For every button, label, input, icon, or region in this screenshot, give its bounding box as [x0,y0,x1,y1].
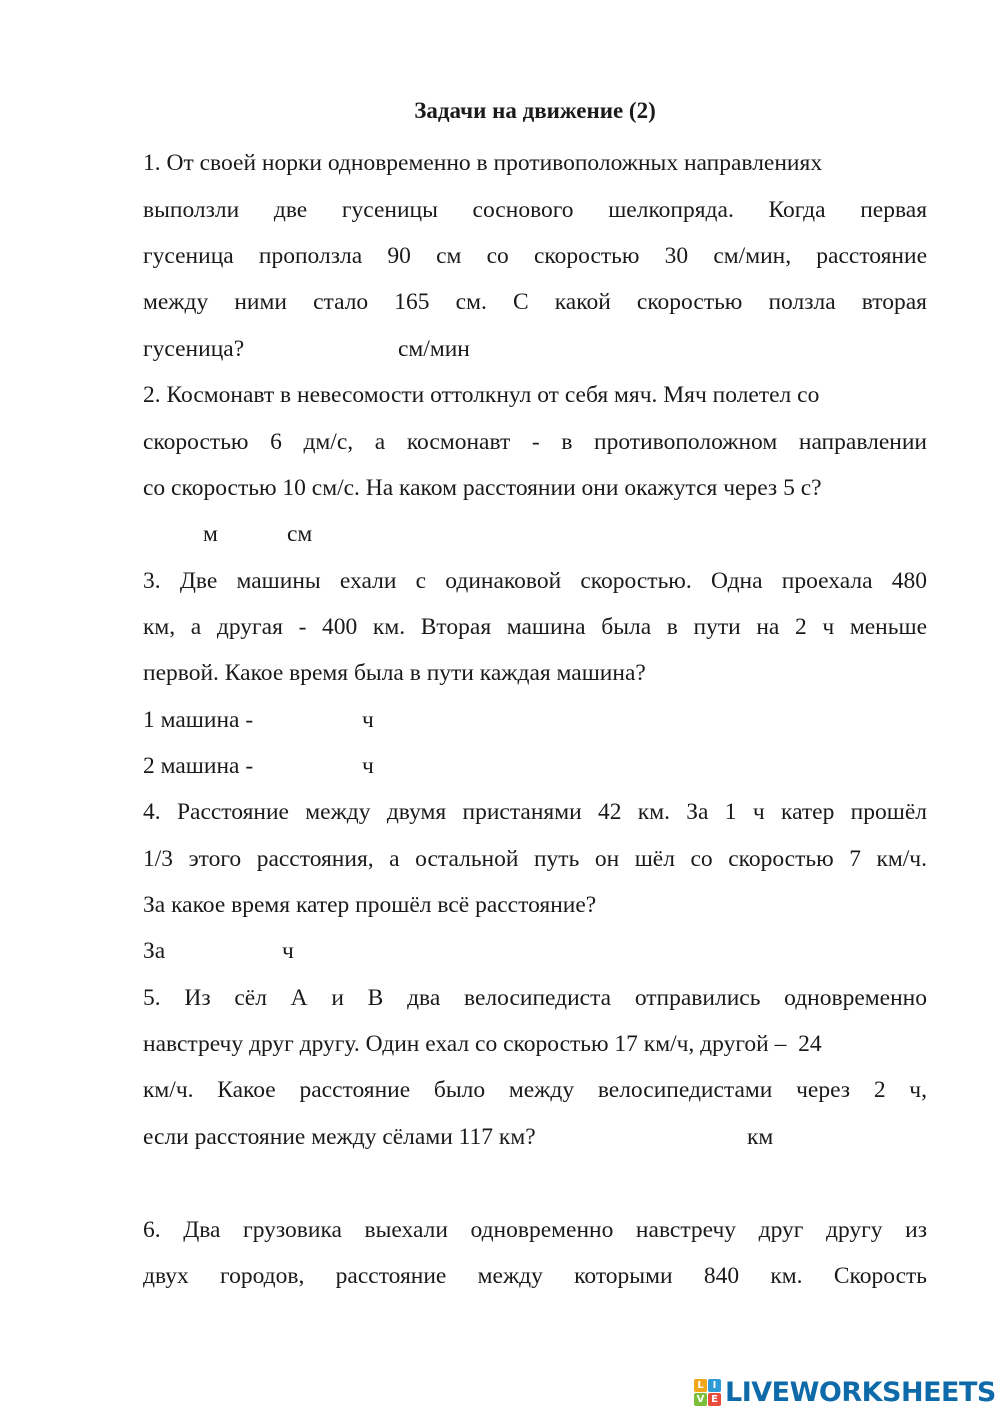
problem1-line-1: 1. От своей норки одновременно в противоположных направлениях [143,150,823,176]
problem3-answer1-input[interactable] [276,704,356,736]
problem4-line-1: 4. Расстояние между двумя пристанями 42 км. За 1 ч катер прошёл [143,799,927,825]
logo-letter-v: V [694,1393,707,1406]
problem4-answer-prefix: За [143,938,166,964]
logo-mark-icon [694,1379,721,1406]
problem1-line-2: выползли две гусеницы соснового шелкопряда. Когда первая [143,197,927,223]
logo-letter-i: I [708,1379,721,1392]
problem2-answer-unit-cm: см [287,521,313,547]
problem1-line-4: между ними стало 165 см. С какой скоростью ползла вторая [143,289,927,315]
logo-letter-l: L [694,1379,707,1392]
page-title: Задачи на движение (2) [414,98,656,123]
problem6-line-1: 6. Два грузовика выехали одновременно навстречу друг другу из [143,1217,927,1243]
problem2-line-3: со скоростью 10 см/с. На каком расстоянии они окажутся через 5 с? [143,475,822,501]
problem3-answer2-input[interactable] [276,750,356,782]
problem3-line-2: км, а другая - 400 км. Вторая машина была в пути на 2 ч меньше [143,614,927,640]
problem5-line-3: км/ч. Какое расстояние было между велосипедистами через 2 ч, [143,1077,927,1103]
problem3-line-3: первой. Какое время была в пути каждая машина? [143,660,646,686]
logo-text: LIVEWORKSHEETS [725,1376,996,1408]
problem2-line-2: скоростью 6 дм/с, а космонавт - в противоположном направлении [143,429,927,455]
problem3-answer1-label: 1 машина - [143,707,254,733]
problem2-answer-unit-m: м [203,521,218,547]
problem3-answer2-label: 2 машина - [143,753,254,779]
problem5-answer-input[interactable] [600,1121,740,1153]
problem4-answer-input[interactable] [178,935,278,967]
problem4-line-2: 1/3 этого расстояния, а остальной путь он шёл со скоростью 7 км/ч. [143,846,927,872]
problem3-line-1: 3. Две машины ехали с одинаковой скоростью. Одна проехала 480 [143,568,927,594]
problem4-answer-unit: ч [282,938,294,964]
problem2-answer-input-cm[interactable] [225,518,281,550]
problem1-answer-unit: см/мин [398,336,470,362]
problem2-line-1: 2. Космонавт в невесомости оттолкнул от себя мяч. Мяч полетел со [143,382,820,408]
problem3-answer1-unit: ч [362,707,374,733]
problem1-line-3: гусеница проползла 90 см со скоростью 30 см/мин, расстояние [143,243,927,269]
problem1-answer-prefix: гусеница? [143,336,245,362]
problem5-answer-unit: км [747,1124,774,1150]
problem1-answer-input[interactable] [265,333,393,365]
problem2-answer-input-m[interactable] [143,518,199,550]
problem4-line-3: За какое время катер прошёл всё расстояние? [143,892,597,918]
problem6-line-2: двух городов, расстояние между которыми 840 км. Скорость [143,1263,927,1289]
problem5-line-4: если расстояние между сёлами 117 км? [143,1124,536,1150]
problem5-line-2: навстречу друг другу. Один ехал со скоростью 17 км/ч, другой – 24 [143,1031,822,1057]
liveworksheets-logo[interactable] [694,1375,996,1409]
logo-letter-e: E [708,1393,721,1406]
problem5-line-1: 5. Из сёл А и В два велосипедиста отправились одновременно [143,985,927,1011]
problem3-answer2-unit: ч [362,753,374,779]
